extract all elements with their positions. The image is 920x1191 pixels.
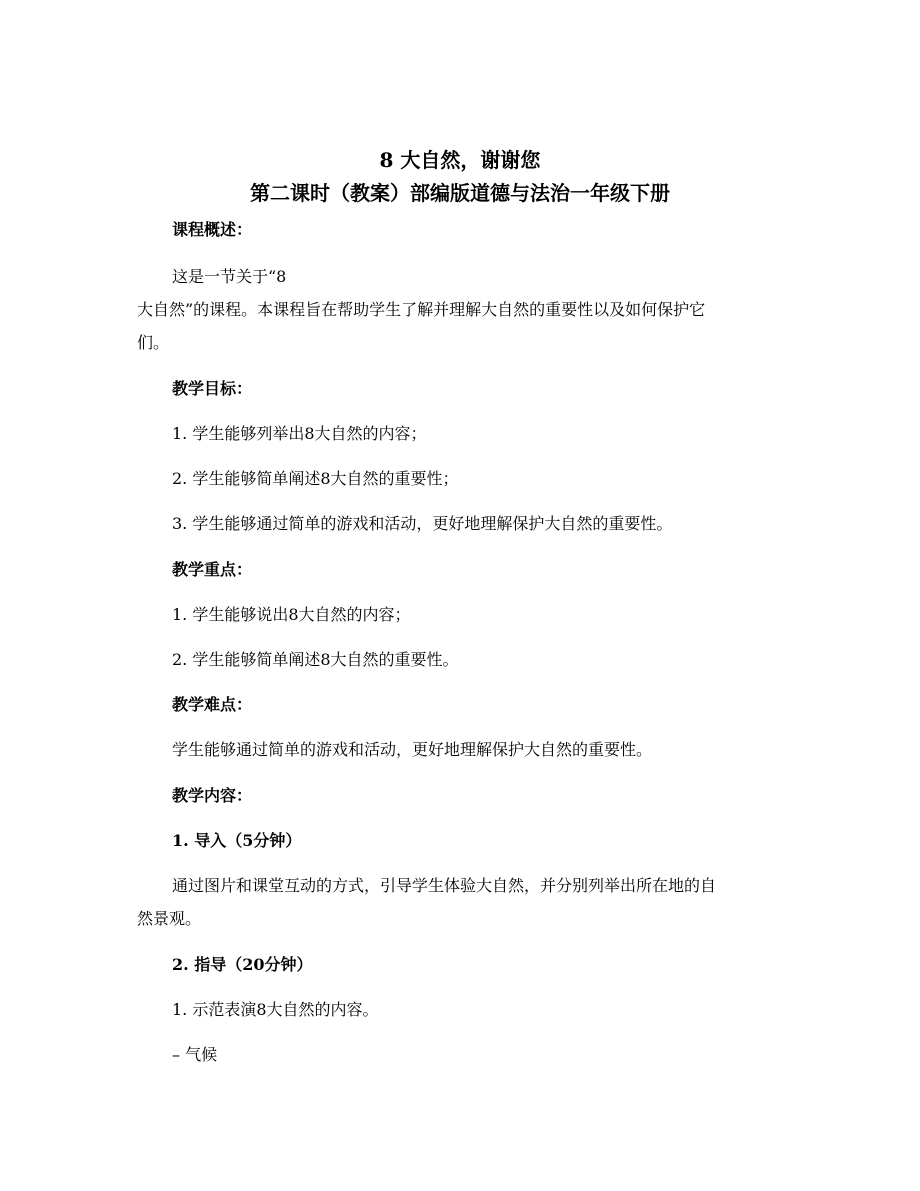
goal-item: 1. 学生能够列举出8大自然的内容； (172, 424, 427, 443)
section-1-heading: 1. 导入（5分钟） (172, 831, 302, 850)
section-1-line-1: 通过图片和课堂互动的方式，引导学生体验大自然，并分别列举出所在地的自 (172, 876, 717, 895)
section-2-item: 1. 示范表演8大自然的内容。 (172, 1000, 379, 1019)
title-line-1: 8 大自然，谢谢您 (379, 148, 541, 172)
overview-line-1: 这是一节关于“8 (172, 267, 287, 286)
section-1-line-2: 然景观。 (137, 909, 202, 928)
section-2-subitem: – 气候 (172, 1045, 218, 1064)
content-heading: 教学内容： (172, 786, 253, 805)
goal-item: 2. 学生能够简单阐述8大自然的重要性； (172, 469, 459, 488)
keypoints-heading: 教学重点： (172, 560, 253, 579)
title-line-2: 第二课时（教案）部编版道德与法治一年级下册 (250, 181, 670, 205)
difficulty-text: 学生能够通过简单的游戏和活动，更好地理解保护大自然的重要性。 (172, 740, 653, 759)
overview-line-3: 们。 (137, 333, 170, 352)
overview-heading: 课程概述： (172, 220, 253, 239)
goal-item: 3. 学生能够通过简单的游戏和活动，更好地理解保护大自然的重要性。 (172, 514, 673, 533)
keypoint-item: 1. 学生能够说出8大自然的内容； (172, 605, 411, 624)
section-2-heading: 2. 指导（20分钟） (172, 955, 313, 974)
difficulty-heading: 教学难点： (172, 695, 253, 714)
keypoint-item: 2. 学生能够简单阐述8大自然的重要性。 (172, 650, 459, 669)
goals-heading: 教学目标： (172, 379, 253, 398)
overview-line-2: 大自然”的课程。本课程旨在帮助学生了解并理解大自然的重要性以及如何保护它 (137, 300, 706, 319)
